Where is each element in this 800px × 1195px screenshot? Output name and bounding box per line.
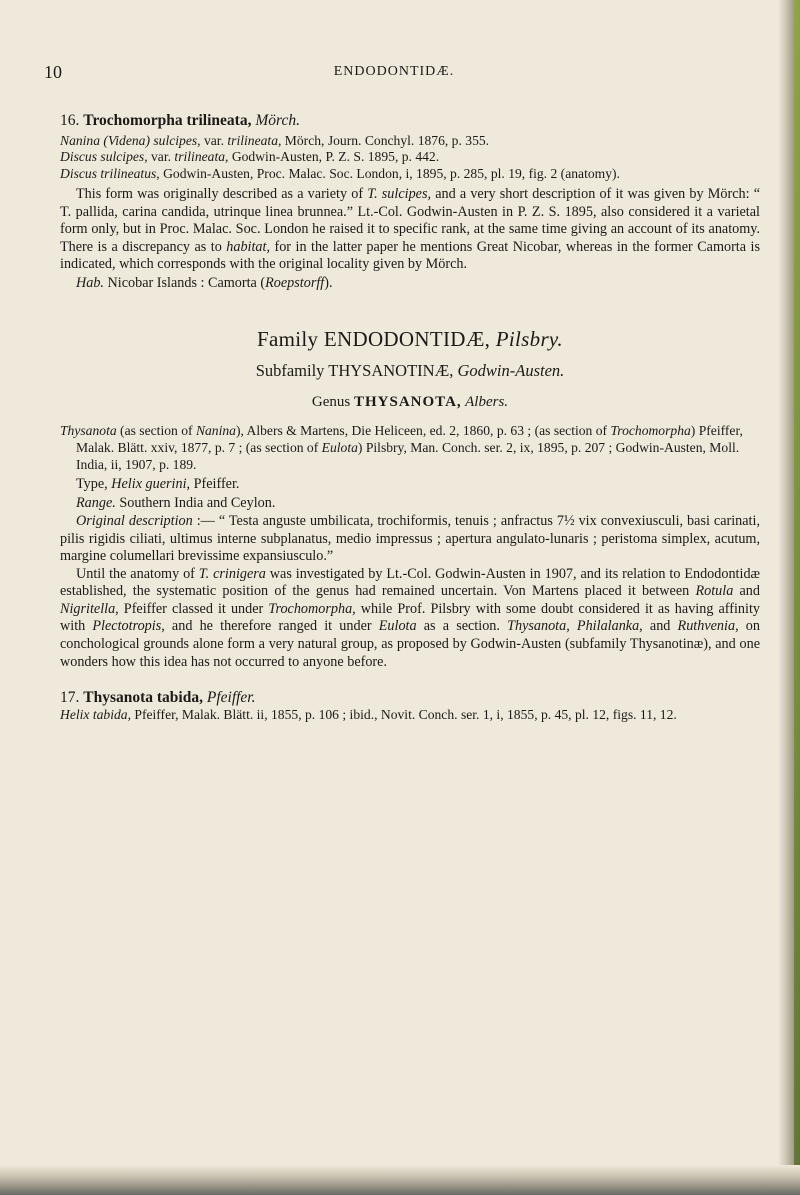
page-content: [60, 112, 760, 724]
species-16-discussion: This form was originally described as a variety of T. sulcipes, and a very short description of it was given by Mörch: “ T. pallida, carina candida, utrinque linea brunnea.” Lt.-Col. Godwin-Austen in P. Z. S. 1895, also considered it a varietal form only, but in Proc. Malac. Soc. London he raised it to specific rank, at the same time giving an account of its anatomy. There is a discrepancy as to habitat, for in the latter paper he mentions Great Nicobar, whereas in the former Camorta is indicated, which corresponds with the original locality given by Mörch.: [60, 185, 761, 273]
page-edge-color: [794, 0, 800, 1195]
subfamily-heading: Subfamily THYSANOTINÆ, Godwin-Austen.: [255, 361, 565, 381]
page-number: 10: [44, 62, 62, 82]
genus-discussion: Until the anatomy of T. crinigera was investigated by Lt.-Col. Godwin-Austen in 1907, and its relation to Endodontidæ established, the systematic position of the genus had remained uncertain. Von Martens placed it between Rotula and Nigritella, Pfeiffer classed it under Trochomorpha, while Prof. Pilsbry with some doubt considered it as having affinity with Plectotropis, and he therefore ranged it under Eulota as a section. Thysanota, Philalanka, and Ruthvenia, on conchological grounds alone form a very natural group, as proposed by Godwin-Austen (subfamily Thysanotinæ), and one wonders how this idea has not occurred to anyone before.: [60, 565, 761, 670]
species-author: Mörch.: [255, 112, 300, 129]
type-line: Type, Helix guerini, Pfeiffer.: [76, 475, 240, 492]
habitat-line: Hab. Nicobar Islands : Camorta (Roepstorff).: [76, 274, 333, 291]
species-number: 16.: [60, 112, 80, 129]
reference-1: Nanina (Videna) sulcipes, var. trilineata, Mörch, Journ. Conchyl. 1876, p. 355.: [60, 132, 490, 148]
genus-heading: Genus THYSANOTA, Albers.: [311, 393, 509, 410]
family-heading: Family ENDODONTIDÆ, Pilsbry.: [257, 326, 563, 351]
reference-2: Discus sulcipes, var. trilineata, Godwin-Austen, P. Z. S. 1895, p. 442.: [60, 149, 440, 165]
species-16-heading: [60, 112, 760, 130]
species-17-reference: Helix tabida, Pfeiffer, Malak. Blätt. ii, 1855, p. 106 ; ibid., Novit. Conch. ser. 1, i, 1855, p. 45, pl. 12, figs. 11, 12.: [60, 706, 677, 722]
page-header: [44, 62, 744, 86]
original-description: Original description :— “ Testa anguste umbilicata, trochiformis, tenuis ; anfractus 7½ vix convexiusculi, basi carinati, pilis rigidis ciliati, ultimus interne subplanatus, medio impressus ; apertura angulato-lunaris ; peristoma simplex, acutum, margine columellari brevissime expansiusculo.”: [60, 512, 760, 565]
species-17-heading: 17. Thysanota tabida, Pfeiffer.: [60, 689, 256, 707]
running-head: ENDODONTIDÆ.: [333, 64, 455, 79]
genus-reference: Thysanota (as section of Nanina), Albers & Martens, Die Heliceen, ed. 2, 1860, p. 63 ; (as section of Trochomorpha) Pfeiffer, Malak. Blätt. xxiv, 1877, p. 7 ; (as section of Eulota) Pilsbry, Man. Conch. ser. 2, ix, 1895, p. 207 ; Godwin-Austen, Moll. India, ii, 1907, p. 189.: [60, 423, 743, 472]
reference-3: Discus trilineatus, Godwin-Austen, Proc. Malac. Soc. London, i, 1895, p. 285, pl. 19, fig. 2 (anatomy).: [60, 166, 620, 182]
range-line: Range. Southern India and Ceylon.: [76, 495, 276, 512]
species-name: Trochomorpha trilineata,: [83, 112, 252, 129]
bottom-edge-shadow: [0, 1165, 800, 1195]
